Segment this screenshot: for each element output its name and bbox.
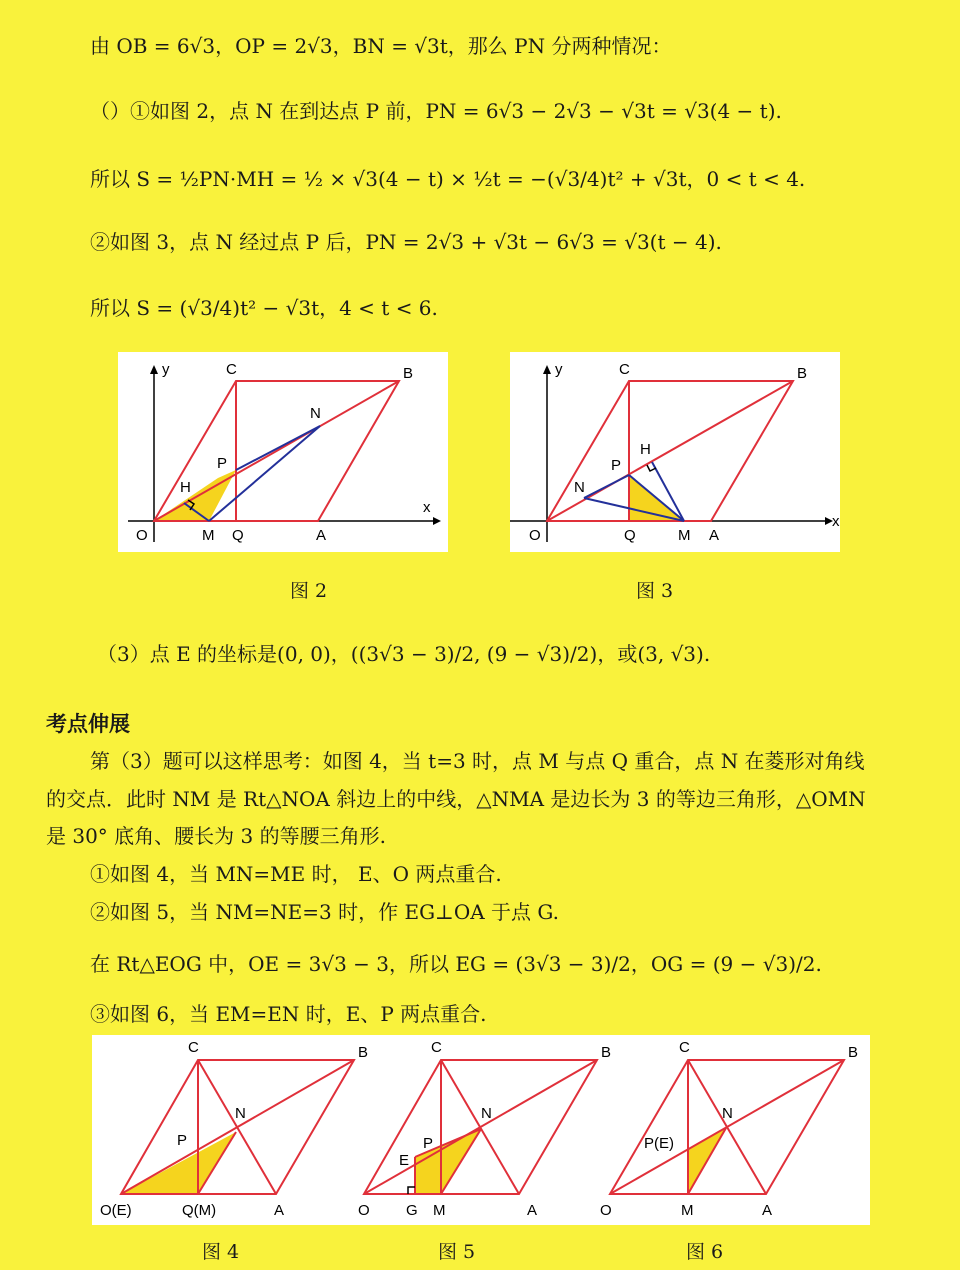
- fig6-label-N: N: [722, 1105, 733, 1122]
- label-Q: Q: [624, 527, 636, 544]
- caption-figure-4: 图 4: [202, 1241, 240, 1263]
- fig4-label-P: P: [177, 1132, 188, 1149]
- y-axis-arrow: [543, 365, 551, 374]
- caption-figure-2: 图 2: [290, 580, 328, 602]
- extension-paragraph-3: 是 30° 底角、腰长为 3 的等腰三角形.: [46, 824, 386, 848]
- label-N: N: [574, 479, 585, 496]
- label-H: H: [180, 479, 191, 496]
- fig5-label-G: G: [406, 1202, 418, 1219]
- caption-figure-3: 图 3: [636, 580, 674, 602]
- fig5-label-C: C: [431, 1039, 442, 1056]
- case-2: ②如图 5，当 NM=NE=3 时，作 EG⊥OA 于点 G.: [90, 900, 560, 924]
- diagonal-OB: [547, 381, 793, 521]
- fig5-label-O: O: [358, 1202, 370, 1219]
- label-O: O: [136, 527, 148, 544]
- case-3: ③如图 6，当 EM=EN 时，E、P 两点重合.: [90, 1002, 487, 1026]
- fig6-label-PE: P(E): [644, 1135, 674, 1152]
- label-Q: Q: [232, 527, 244, 544]
- section-heading: 考点伸展: [46, 712, 130, 736]
- diagonal-OB: [154, 381, 399, 521]
- fig5-label-A: A: [527, 1202, 538, 1219]
- solution-line-1: 由 OB = 6√3，OP = 2√3，BN = √3t，那么 PN 分两种情况：: [90, 34, 672, 58]
- label-A: A: [709, 527, 720, 544]
- fig5-label-E: E: [399, 1152, 410, 1169]
- fig6-label-O: O: [600, 1202, 612, 1219]
- solution-line-3: 所以 S = ½PN·MH = ½ × √3(4 − t) × ½t = −(√3/4)t² + √3t，0 < t < 4.: [90, 167, 806, 191]
- figure-4: [100, 1039, 368, 1219]
- fig5-label-N: N: [481, 1105, 492, 1122]
- label-y: y: [555, 361, 563, 378]
- fig5-label-P: P: [423, 1135, 434, 1152]
- fig6-label-C: C: [679, 1039, 690, 1056]
- answer-part-3: （3）点 E 的坐标是(0, 0)，((3√3 − 3)/2, (9 − √3)/2)，或(3, √3).: [97, 642, 711, 666]
- segment-PN: [236, 426, 320, 470]
- case-1: ①如图 4，当 MN=ME 时， E、O 两点重合.: [90, 862, 502, 886]
- label-B: B: [797, 365, 808, 382]
- fig6-label-B: B: [848, 1044, 859, 1061]
- figure-3-diagram: [510, 352, 840, 552]
- fig4-label-N: N: [235, 1105, 246, 1122]
- fig5-right-angle-mark: [408, 1187, 415, 1194]
- label-y: y: [162, 361, 170, 378]
- label-P: P: [217, 455, 228, 472]
- label-O: O: [529, 527, 541, 544]
- label-N: N: [310, 405, 321, 422]
- extension-paragraph-1: 第（3）题可以这样思考：如图 4，当 t=3 时，点 M 与点 Q 重合，点 N 在菱形对角线: [90, 749, 865, 773]
- figure-3: [510, 352, 840, 552]
- fig6-label-A: A: [762, 1202, 773, 1219]
- x-axis-arrow: [433, 517, 441, 525]
- solution-line-2: （）①如图 2，点 N 在到达点 P 前，PN = 6√3 − 2√3 − √3t = √3(4 − t).: [90, 99, 782, 123]
- label-P: P: [611, 457, 622, 474]
- label-x: x: [423, 499, 431, 516]
- caption-figure-6: 图 6: [686, 1241, 724, 1263]
- label-C: C: [619, 361, 630, 378]
- fig4-label-C: C: [188, 1039, 199, 1056]
- fig4-label-OE: O(E): [100, 1202, 132, 1219]
- fig5-label-B: B: [601, 1044, 612, 1061]
- extension-paragraph-2: 的交点．此时 NM 是 Rt△NOA 斜边上的中线，△NMA 是边长为 3 的等边三角形，△OMN: [46, 787, 866, 811]
- fig6-label-M: M: [681, 1202, 694, 1219]
- label-C: C: [226, 361, 237, 378]
- label-M: M: [202, 527, 215, 544]
- figure-5: [358, 1039, 611, 1219]
- fig4-label-QM: Q(M): [182, 1202, 217, 1219]
- fig4-label-A: A: [274, 1202, 285, 1219]
- segment-NP: [584, 475, 629, 498]
- label-M: M: [678, 527, 691, 544]
- figure-2-diagram: [118, 352, 448, 552]
- figures-4-6-diagram: [92, 1035, 870, 1225]
- y-axis-arrow: [150, 365, 158, 374]
- label-H: H: [640, 441, 651, 458]
- label-B: B: [403, 365, 414, 382]
- label-A: A: [316, 527, 327, 544]
- label-x: x: [832, 513, 840, 530]
- solution-line-4: ②如图 3，点 N 经过点 P 后，PN = 2√3 + √3t − 6√3 = √3(t − 4).: [90, 230, 722, 254]
- case-2-detail: 在 Rt△EOG 中，OE = 3√3 − 3，所以 EG = (3√3 − 3)/2，OG = (9 − √3)/2.: [90, 952, 822, 976]
- caption-figure-5: 图 5: [438, 1241, 476, 1263]
- segment-MN: [209, 426, 320, 521]
- figures-4-6: [92, 1035, 870, 1225]
- fig4-label-B: B: [358, 1044, 369, 1061]
- solution-line-5: 所以 S = (√3/4)t² − √3t，4 < t < 6.: [90, 296, 438, 320]
- figure-2: [118, 352, 448, 552]
- figure-6: [600, 1039, 858, 1219]
- fig5-label-M: M: [433, 1202, 446, 1219]
